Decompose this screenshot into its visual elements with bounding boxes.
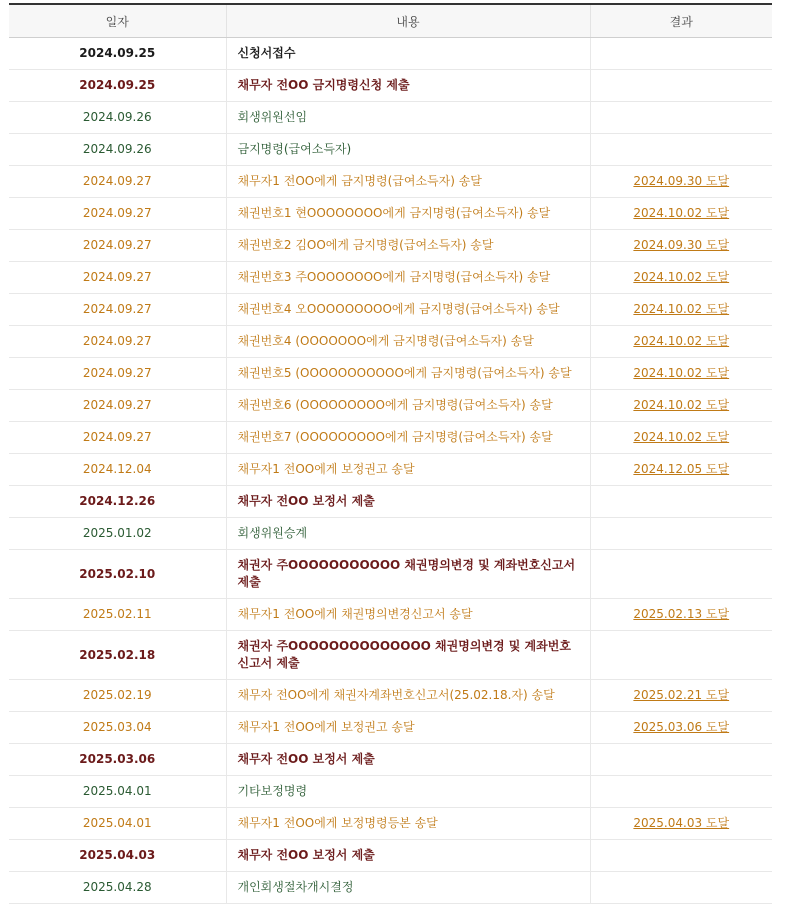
row-result — [590, 872, 772, 904]
row-date: 2024.09.26 — [9, 134, 226, 166]
row-result — [590, 326, 772, 358]
table-row — [9, 631, 772, 680]
row-date: 2024.09.25 — [9, 38, 226, 70]
row-date: 2024.09.26 — [9, 102, 226, 134]
row-content: 채무자 전OO에게 채권자계좌번호신고서(25.02.18.자) 송달 — [226, 680, 590, 712]
row-result — [590, 454, 772, 486]
row-content: 채권번호3 주OOOOOOOO에게 금지명령(급여소득자) 송달 — [226, 262, 590, 294]
row-result — [590, 808, 772, 840]
row-content: 채권자 주OOOOOOOOOOOOOO 채권명의변경 및 계좌번호신고서 제출 — [226, 631, 590, 680]
row-content: 채권번호4 오OOOOOOOOO에게 금지명령(급여소득자) 송달 — [226, 294, 590, 326]
header-date: 일자 — [9, 4, 226, 38]
table-row — [9, 872, 772, 904]
header-content: 내용 — [226, 4, 590, 38]
row-date: 2024.12.04 — [9, 454, 226, 486]
row-result — [590, 358, 772, 390]
table-row — [9, 808, 772, 840]
delivery-result-link[interactable]: 2024.09.30 도달 — [633, 174, 730, 188]
row-content: 신청서접수 — [226, 38, 590, 70]
row-result — [590, 712, 772, 744]
table-header — [9, 4, 772, 38]
row-date: 2024.09.27 — [9, 326, 226, 358]
row-content: 채무자1 전OO에게 보정명령등본 송달 — [226, 808, 590, 840]
row-result — [590, 744, 772, 776]
row-date: 2025.04.28 — [9, 872, 226, 904]
row-content: 채무자 전OO 금지명령신청 제출 — [226, 70, 590, 102]
table-row — [9, 38, 772, 70]
delivery-result-link[interactable]: 2024.10.02 도달 — [633, 366, 730, 380]
row-content: 채무자 전OO 보정서 제출 — [226, 744, 590, 776]
row-content: 채권번호7 (OOOOOOOOO에게 금지명령(급여소득자) 송달 — [226, 422, 590, 454]
row-date: 2025.04.01 — [9, 808, 226, 840]
row-date: 2025.01.02 — [9, 518, 226, 550]
row-result — [590, 38, 772, 70]
row-date: 2024.09.27 — [9, 390, 226, 422]
row-content: 채권번호1 현OOOOOOOO에게 금지명령(급여소득자) 송달 — [226, 198, 590, 230]
table-row — [9, 294, 772, 326]
table-row — [9, 134, 772, 166]
delivery-result-link[interactable]: 2025.03.06 도달 — [633, 720, 730, 734]
row-date: 2025.04.03 — [9, 840, 226, 872]
row-content: 금지명령(급여소득자) — [226, 134, 590, 166]
row-date: 2024.09.27 — [9, 262, 226, 294]
table-row — [9, 518, 772, 550]
row-result — [590, 134, 772, 166]
table-row — [9, 422, 772, 454]
table-row — [9, 230, 772, 262]
row-date: 2025.03.06 — [9, 744, 226, 776]
row-result — [590, 166, 772, 198]
row-content: 채무자 전OO 보정서 제출 — [226, 486, 590, 518]
row-result — [590, 262, 772, 294]
row-result — [590, 550, 772, 599]
table-row — [9, 70, 772, 102]
row-result — [590, 599, 772, 631]
row-result — [590, 680, 772, 712]
delivery-result-link[interactable]: 2024.10.02 도달 — [633, 430, 730, 444]
row-date: 2024.09.25 — [9, 70, 226, 102]
row-result — [590, 486, 772, 518]
table-row — [9, 102, 772, 134]
table-row — [9, 390, 772, 422]
row-result — [590, 102, 772, 134]
row-date: 2024.09.27 — [9, 230, 226, 262]
row-content: 회생위원승계 — [226, 518, 590, 550]
row-content: 채권번호5 (OOOOOOOOOOO에게 금지명령(급여소득자) 송달 — [226, 358, 590, 390]
row-content: 채무자 전OO 보정서 제출 — [226, 840, 590, 872]
delivery-result-link[interactable]: 2024.12.05 도달 — [633, 462, 730, 476]
row-content: 개인회생절차개시결정 — [226, 872, 590, 904]
row-content: 채권자 주OOOOOOOOOOO 채권명의변경 및 계좌번호신고서 제출 — [226, 550, 590, 599]
delivery-result-link[interactable]: 2024.09.30 도달 — [633, 238, 730, 252]
row-date: 2024.09.27 — [9, 198, 226, 230]
row-date: 2025.02.11 — [9, 599, 226, 631]
table-row — [9, 326, 772, 358]
row-result — [590, 70, 772, 102]
row-content: 채권번호4 (OOOOOOO에게 금지명령(급여소득자) 송달 — [226, 326, 590, 358]
table-row — [9, 358, 772, 390]
table-row — [9, 712, 772, 744]
delivery-result-link[interactable]: 2024.10.02 도달 — [633, 398, 730, 412]
row-result — [590, 776, 772, 808]
row-date: 2024.12.26 — [9, 486, 226, 518]
row-result — [590, 840, 772, 872]
header-row — [9, 4, 772, 38]
row-result — [590, 198, 772, 230]
table-row — [9, 262, 772, 294]
row-content: 채권번호6 (OOOOOOOOO에게 금지명령(급여소득자) 송달 — [226, 390, 590, 422]
row-content: 채무자1 전OO에게 금지명령(급여소득자) 송달 — [226, 166, 590, 198]
row-date: 2025.04.01 — [9, 776, 226, 808]
row-result — [590, 294, 772, 326]
delivery-result-link[interactable]: 2024.10.02 도달 — [633, 302, 730, 316]
row-result — [590, 230, 772, 262]
row-content: 기타보정명령 — [226, 776, 590, 808]
row-content: 채권번호2 김OO에게 금지명령(급여소득자) 송달 — [226, 230, 590, 262]
row-content: 채무자1 전OO에게 보정권고 송달 — [226, 454, 590, 486]
table-row — [9, 486, 772, 518]
table-row — [9, 776, 772, 808]
row-result — [590, 518, 772, 550]
table-row — [9, 599, 772, 631]
row-date: 2025.02.10 — [9, 550, 226, 599]
table-row — [9, 166, 772, 198]
row-content: 채무자1 전OO에게 보정권고 송달 — [226, 712, 590, 744]
row-result — [590, 422, 772, 454]
delivery-result-link[interactable]: 2024.10.02 도달 — [633, 206, 730, 220]
row-content: 채무자1 전OO에게 채권명의변경신고서 송달 — [226, 599, 590, 631]
delivery-result-link[interactable]: 2024.10.02 도달 — [633, 270, 730, 284]
table-row — [9, 550, 772, 599]
table-body — [9, 38, 772, 904]
table-row — [9, 744, 772, 776]
delivery-result-link[interactable]: 2025.02.21 도달 — [633, 688, 730, 702]
row-date: 2024.09.27 — [9, 166, 226, 198]
delivery-result-link[interactable]: 2024.10.02 도달 — [633, 334, 730, 348]
row-result — [590, 631, 772, 680]
row-date: 2024.09.27 — [9, 294, 226, 326]
row-date: 2025.02.19 — [9, 680, 226, 712]
case-progress-table — [9, 3, 772, 904]
row-content: 회생위원선임 — [226, 102, 590, 134]
delivery-result-link[interactable]: 2025.02.13 도달 — [633, 607, 730, 621]
table-row — [9, 840, 772, 872]
row-date: 2025.03.04 — [9, 712, 226, 744]
delivery-result-link[interactable]: 2025.04.03 도달 — [633, 816, 730, 830]
row-result — [590, 390, 772, 422]
table-row — [9, 454, 772, 486]
table-row — [9, 680, 772, 712]
row-date: 2024.09.27 — [9, 422, 226, 454]
table-row — [9, 198, 772, 230]
row-date: 2024.09.27 — [9, 358, 226, 390]
header-result: 결과 — [590, 4, 772, 38]
row-date: 2025.02.18 — [9, 631, 226, 680]
